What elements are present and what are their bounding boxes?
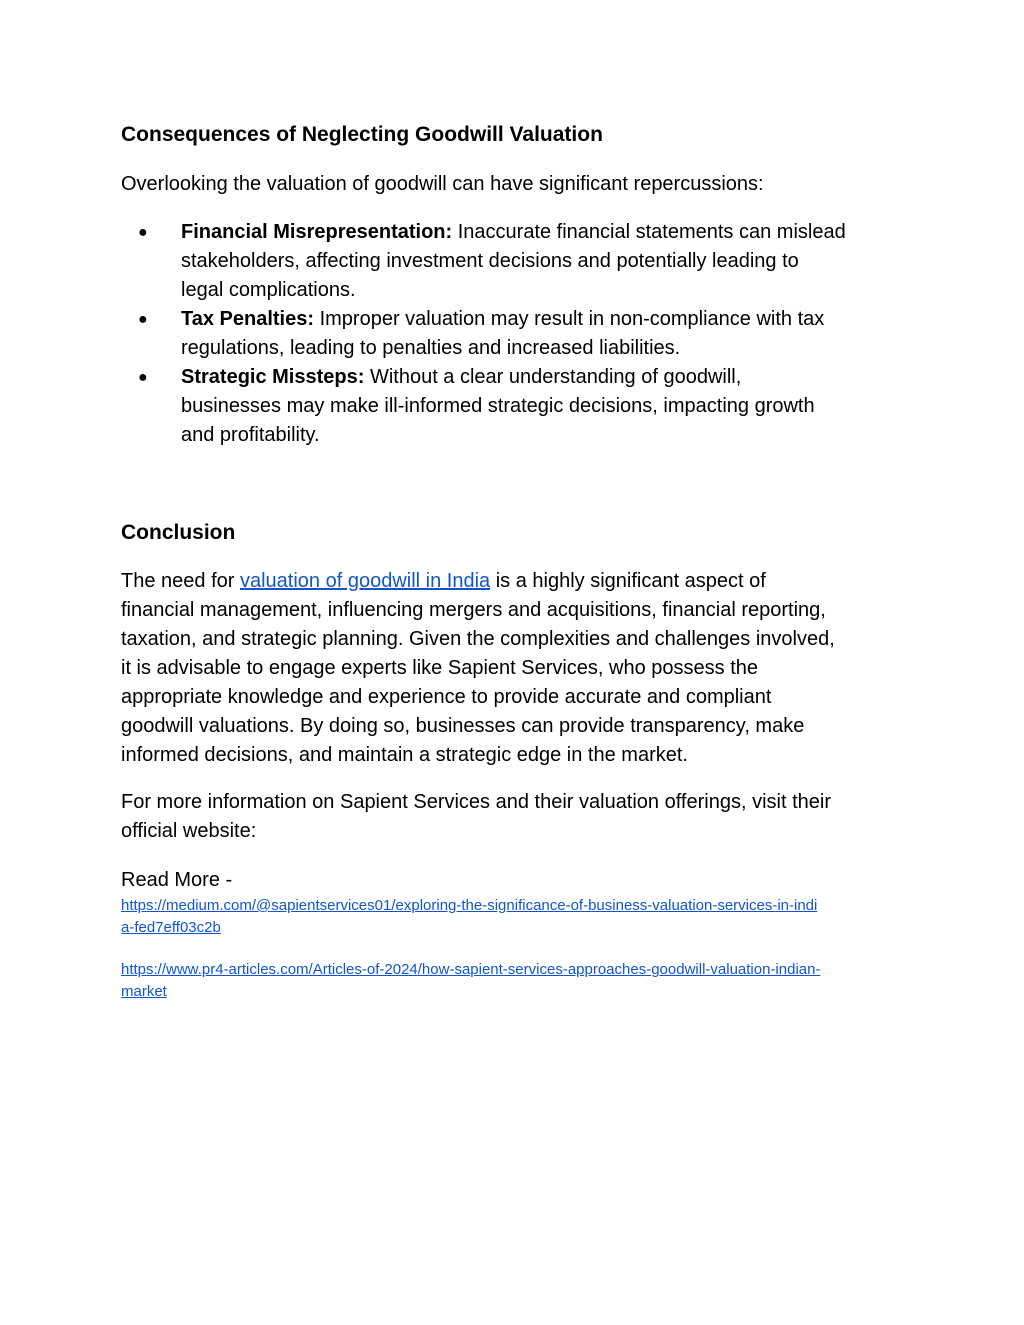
link-text[interactable]: a-fed7eff03c2b: [121, 919, 221, 936]
more-info-text: official website:: [121, 820, 257, 842]
conclusion-text: financial management, influencing mergers and acquisitions, financial reporting,: [121, 599, 826, 621]
bullet-title: Financial Misrepresentation:: [181, 221, 453, 243]
list-item: [121, 218, 911, 305]
bullet-title: Strategic Missteps:: [181, 366, 365, 388]
link-text[interactable]: https://medium.com/@sapientservices01/exploring-the-significance-of-business-valuation-services-in-indi: [121, 897, 818, 914]
list-item: [121, 363, 911, 450]
bullet-title: Tax Penalties:: [181, 308, 315, 330]
link-text[interactable]: https://www.pr4-articles.com/Articles-of-2024/how-sapient-services-approaches-goodwill-valuation-indian-: [121, 961, 821, 978]
bullet-icon: ●: [138, 311, 148, 328]
bullet-text: Without a clear understanding of goodwill,: [364, 366, 742, 388]
more-info-paragraph: [121, 788, 911, 846]
bullet-text: legal complications.: [181, 279, 356, 301]
bullet-text: Improper valuation may result in non-compliance with tax: [314, 308, 825, 330]
conclusion-text: is a highly significant aspect of: [490, 570, 766, 592]
bullet-text: Inaccurate financial statements can mislead: [452, 221, 846, 243]
link-text[interactable]: market: [121, 983, 167, 1000]
conclusion-paragraph: [121, 567, 911, 770]
section-heading-consequences: Consequences of Neglecting Goodwill Valuation: [121, 123, 603, 146]
bullet-text: businesses may make ill-informed strategic decisions, impacting growth: [181, 395, 815, 417]
bullet-text: stakeholders, affecting investment decisions and potentially leading to: [181, 250, 799, 272]
consequences-list: [121, 218, 911, 450]
goodwill-valuation-link[interactable]: valuation of goodwill in India: [239, 570, 491, 592]
intro-paragraph: Overlooking the valuation of goodwill can have significant repercussions:: [121, 173, 764, 195]
bullet-text: and profitability.: [181, 424, 320, 446]
section-heading-conclusion: Conclusion: [121, 521, 236, 544]
medium-article-link[interactable]: [121, 895, 911, 939]
more-info-text: For more information on Sapient Services and their valuation offerings, visit their: [121, 791, 831, 813]
read-more-label: Read More -: [121, 869, 233, 891]
conclusion-text: it is advisable to engage experts like Sapient Services, who possess the: [121, 657, 759, 679]
conclusion-text: taxation, and strategic planning. Given the complexities and challenges involved,: [121, 628, 835, 650]
bullet-icon: ●: [138, 369, 148, 386]
conclusion-text: goodwill valuations. By doing so, businesses can provide transparency, make: [121, 715, 805, 737]
pr4-article-link[interactable]: [121, 959, 911, 1003]
conclusion-text: appropriate knowledge and experience to provide accurate and compliant: [121, 686, 772, 708]
conclusion-text: informed decisions, and maintain a strategic edge in the market.: [121, 744, 688, 766]
bullet-icon: ●: [138, 224, 148, 241]
list-item: [121, 305, 911, 363]
conclusion-text: The need for: [121, 570, 240, 592]
bullet-text: regulations, leading to penalties and increased liabilities.: [181, 337, 681, 359]
